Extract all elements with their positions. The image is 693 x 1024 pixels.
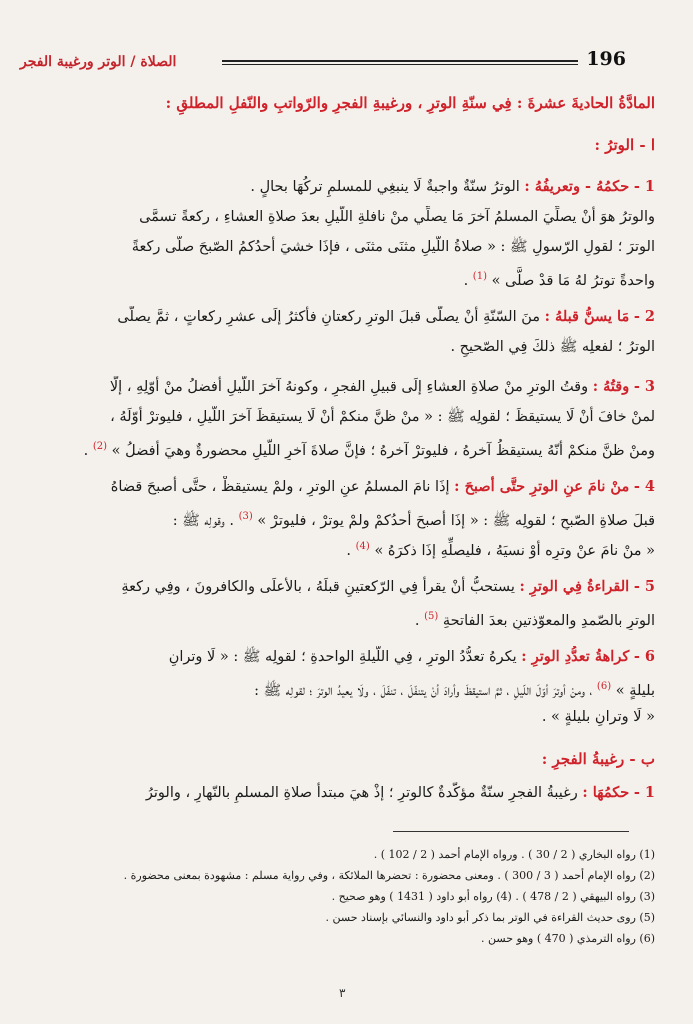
paragraph-line: الوترُ ؛ لفعلِه ﷺ ذلكَ فِي الصّحيحِ . [450,339,655,355]
item-text: قبلَ صلاةِ الصّبحِ ؛ لقولِه ﷺ : « إذَا أصبحَ أحدُكمْ ولمْ يوترْ ، فليوترْ » [257,512,655,529]
item-title: حكمُهَا : [582,784,630,801]
item-title: مَا يسنُّ قبلهُ : [544,308,630,325]
paragraph-line: واحدةً توترُ لهُ مَا قدْ صلَّى » $^{(1)}$ . [463,271,655,289]
item-number: 6 - [633,648,655,665]
paragraph-line [32,306,655,330]
item-number: 2 - [633,308,655,325]
signature-mark: ٣ [339,986,346,1000]
item-text: إذَا نامَ المسلمُ عنِ الوترِ ، ولمْ يستيقظْ ، حتَّى أصبحَ قضاهُ [110,479,450,495]
footnote: (3) رواه البيهقي ( 2 / 478 ) . (4) رواه أبو داود ( 1431 ) وهو صحيح . [331,890,655,903]
footnote-ref: (3) [238,511,253,522]
footnote-ref: (1) [472,271,487,282]
item-number: 4 - [633,478,655,495]
footnote-ref: (5) [424,611,439,622]
paragraph-line [32,476,655,500]
item-text: يستحبُّ أنْ يقرأَ فِي الرّكعتينِ قبلَهُ ، بالأعلَى والكافرونَ ، وفِي ركعةِ [121,579,515,595]
item-text: يكرهُ تعدُّدُ الوترِ ، فِي اللّيلةِ الواحدةِ ؛ لقولِه ﷺ : « لَا وترانِ [168,649,517,665]
item-text: . وقولِه ﷺ : [172,512,234,529]
section-a-heading: ا - الوترُ : [594,136,655,154]
paragraph-line: لمنْ خافَ أنْ لَا يستيقظَ ؛ لقولِه ﷺ : « منْ ظنَّ منكمْ أنْ لَا يستيقظَ آخرَ اللّيلِ ، فليوترْ أوّلَهُ ، [110,409,655,425]
paragraph-line [32,576,655,600]
item-text: « منْ نامَ عنْ وترِه أوْ نسيَهُ ، فليصلِّهِ إذَا ذكرَهُ » [374,542,655,559]
footnote-ref: (6) [596,681,612,692]
item-text: ومنْ ظنَّ منكمْ أنّهُ يستيقظُ آخرهُ ، فليوترْ آخرهُ ؛ فإنَّ صلاةَ آخرِ اللّيلِ محضورةٌ وهيَ أفضلُ » [111,442,655,459]
item-number: 1 - [633,784,655,801]
footnote-divider [393,831,629,832]
footnote: (5) روى حديث القراءة في الوتر بما ذكر أبو داود والنسائي بإسناد حسن . [325,911,655,924]
paragraph-line: « لَا وترانِ بليلةٍ » . [541,709,655,725]
paragraph-line: الوترَ ؛ لقولِ الرّسولِ ﷺ : « صلاةُ اللّيلِ مثنَى مثنَى ، فإذَا خشيَ أحدُكمُ الصّبحَ صلَّى ركعةً [131,239,655,255]
page-number: 196 [586,48,626,70]
paragraph-line [32,376,655,400]
item-title: كراهةُ تعدُّدِ الوترِ : [521,648,630,665]
paragraph-line [32,646,655,670]
item-number: 1 - [633,178,655,195]
item-text: ، ومنْ أوترَ أوّلَ اللّيلِ ، ثمَّ استيقظَ وأرادَ أنْ يتنفّلَ ، تنفّلَ ، ولَا يعيدُ الوترَ ؛ لقولِه ﷺ : [254,682,593,699]
item-text: الوترُ سنّةٌ واجبةٌ لَا ينبغِي للمسلمِ تركُهَا بحالٍ . [250,179,520,195]
item-number: 5 - [633,578,655,595]
running-title: الصلاة / الوتر ورغيبة الفجر [20,54,177,70]
footnote-ref: (4) [355,541,370,552]
item-text: بليلةٍ » [615,682,655,699]
header-rule-thin [222,64,578,65]
paragraph-line: الوترِ بالصّمدِ والمعوّذتينِ بعدَ الفاتحةِ $^{(5)}$ . [414,611,655,629]
item-title: القراءةُ فِي الوترِ : [519,578,630,595]
paragraph-line [32,676,655,700]
item-number: 3 - [633,378,655,395]
article-title: المادَّةُ الحاديةَ عشرةَ : فِي سنّةِ الوترِ ، ورغيبةِ الفجرِ والرّواتبِ والنّفلِ المطلقِ : [165,94,655,112]
paragraph-line: والوترُ هوَ أنْ يصلِّيَ المسلمُ آخرَ مَا يصلِّي منْ نافلةِ اللّيلِ بعدَ صلاةِ العشاءِ ، ركعةً تسمَّى [139,209,655,225]
footnote-ref: (2) [92,441,108,452]
paragraph-line [32,506,655,530]
item-text: رغيبةُ الفجرِ سنّةٌ مؤكّدةٌ كالوترِ ؛ إذْ هيَ مبتدأُ صلاةِ المسلمِ بالنّهارِ ، والوترُ [145,785,578,801]
footnote: (1) رواه البخاري ( 2 / 30 ) . ورواه الإمام أحمد ( 2 / 102 ) . [373,848,655,861]
footnote: (6) رواه الترمذي ( 470 ) وهو حسن . [481,932,655,945]
header-rule [222,60,578,62]
paragraph-line: ومنْ ظنَّ منكمْ أنّهُ يستيقظُ آخرهُ ، فليوترْ آخرهُ ؛ فإنَّ صلاةَ آخرِ اللّيلِ محضورةٌ وهيَ أفضلُ » $^{(2)}$ . [83,441,655,459]
item-title: منْ نامَ عنِ الوترِ حتَّى أصبحَ : [454,478,630,495]
item-title: حكمُهُ - وتعريفُهُ : [524,178,630,195]
item-text: واحدةً توترُ لهُ مَا قدْ صلَّى » [491,272,655,289]
footnote: (2) رواه الإمام أحمد ( 3 / 300 ) . ومعنى محضورة : تحضرها الملائكة ، وفي رواية مسلم : مشهودة بمعنى محضورة . [123,869,655,882]
paragraph-line: « منْ نامَ عنْ وترِه أوْ نسيَهُ ، فليصلِّهِ إذَا ذكرَهُ » $^{(4)}$ . [346,541,655,559]
section-b-heading: ب - رغيبةُ الفجرِ : [541,750,655,768]
item-text: وقتُ الوترِ منْ صلاةِ العشاءِ إلَى قبيلِ الفجرِ ، وكونهُ آخرَ اللّيلِ أفضلُ منْ أوّلِهِ ، إلّا [109,379,589,395]
item-title: وقتُهُ : [592,378,630,395]
item-text: الوترِ بالصّمدِ والمعوّذتينِ بعدَ الفاتحةِ [442,612,655,629]
paragraph-line [32,782,655,806]
page-header [20,46,626,76]
item-text: منَ السّنّةِ أنْ يصلَّى قبلَ الوترِ ركعتانِ فأكثرُ إلَى عشرِ ركعاتٍ ، ثمَّ يصلَّى [117,309,541,325]
paragraph-line [32,176,655,200]
